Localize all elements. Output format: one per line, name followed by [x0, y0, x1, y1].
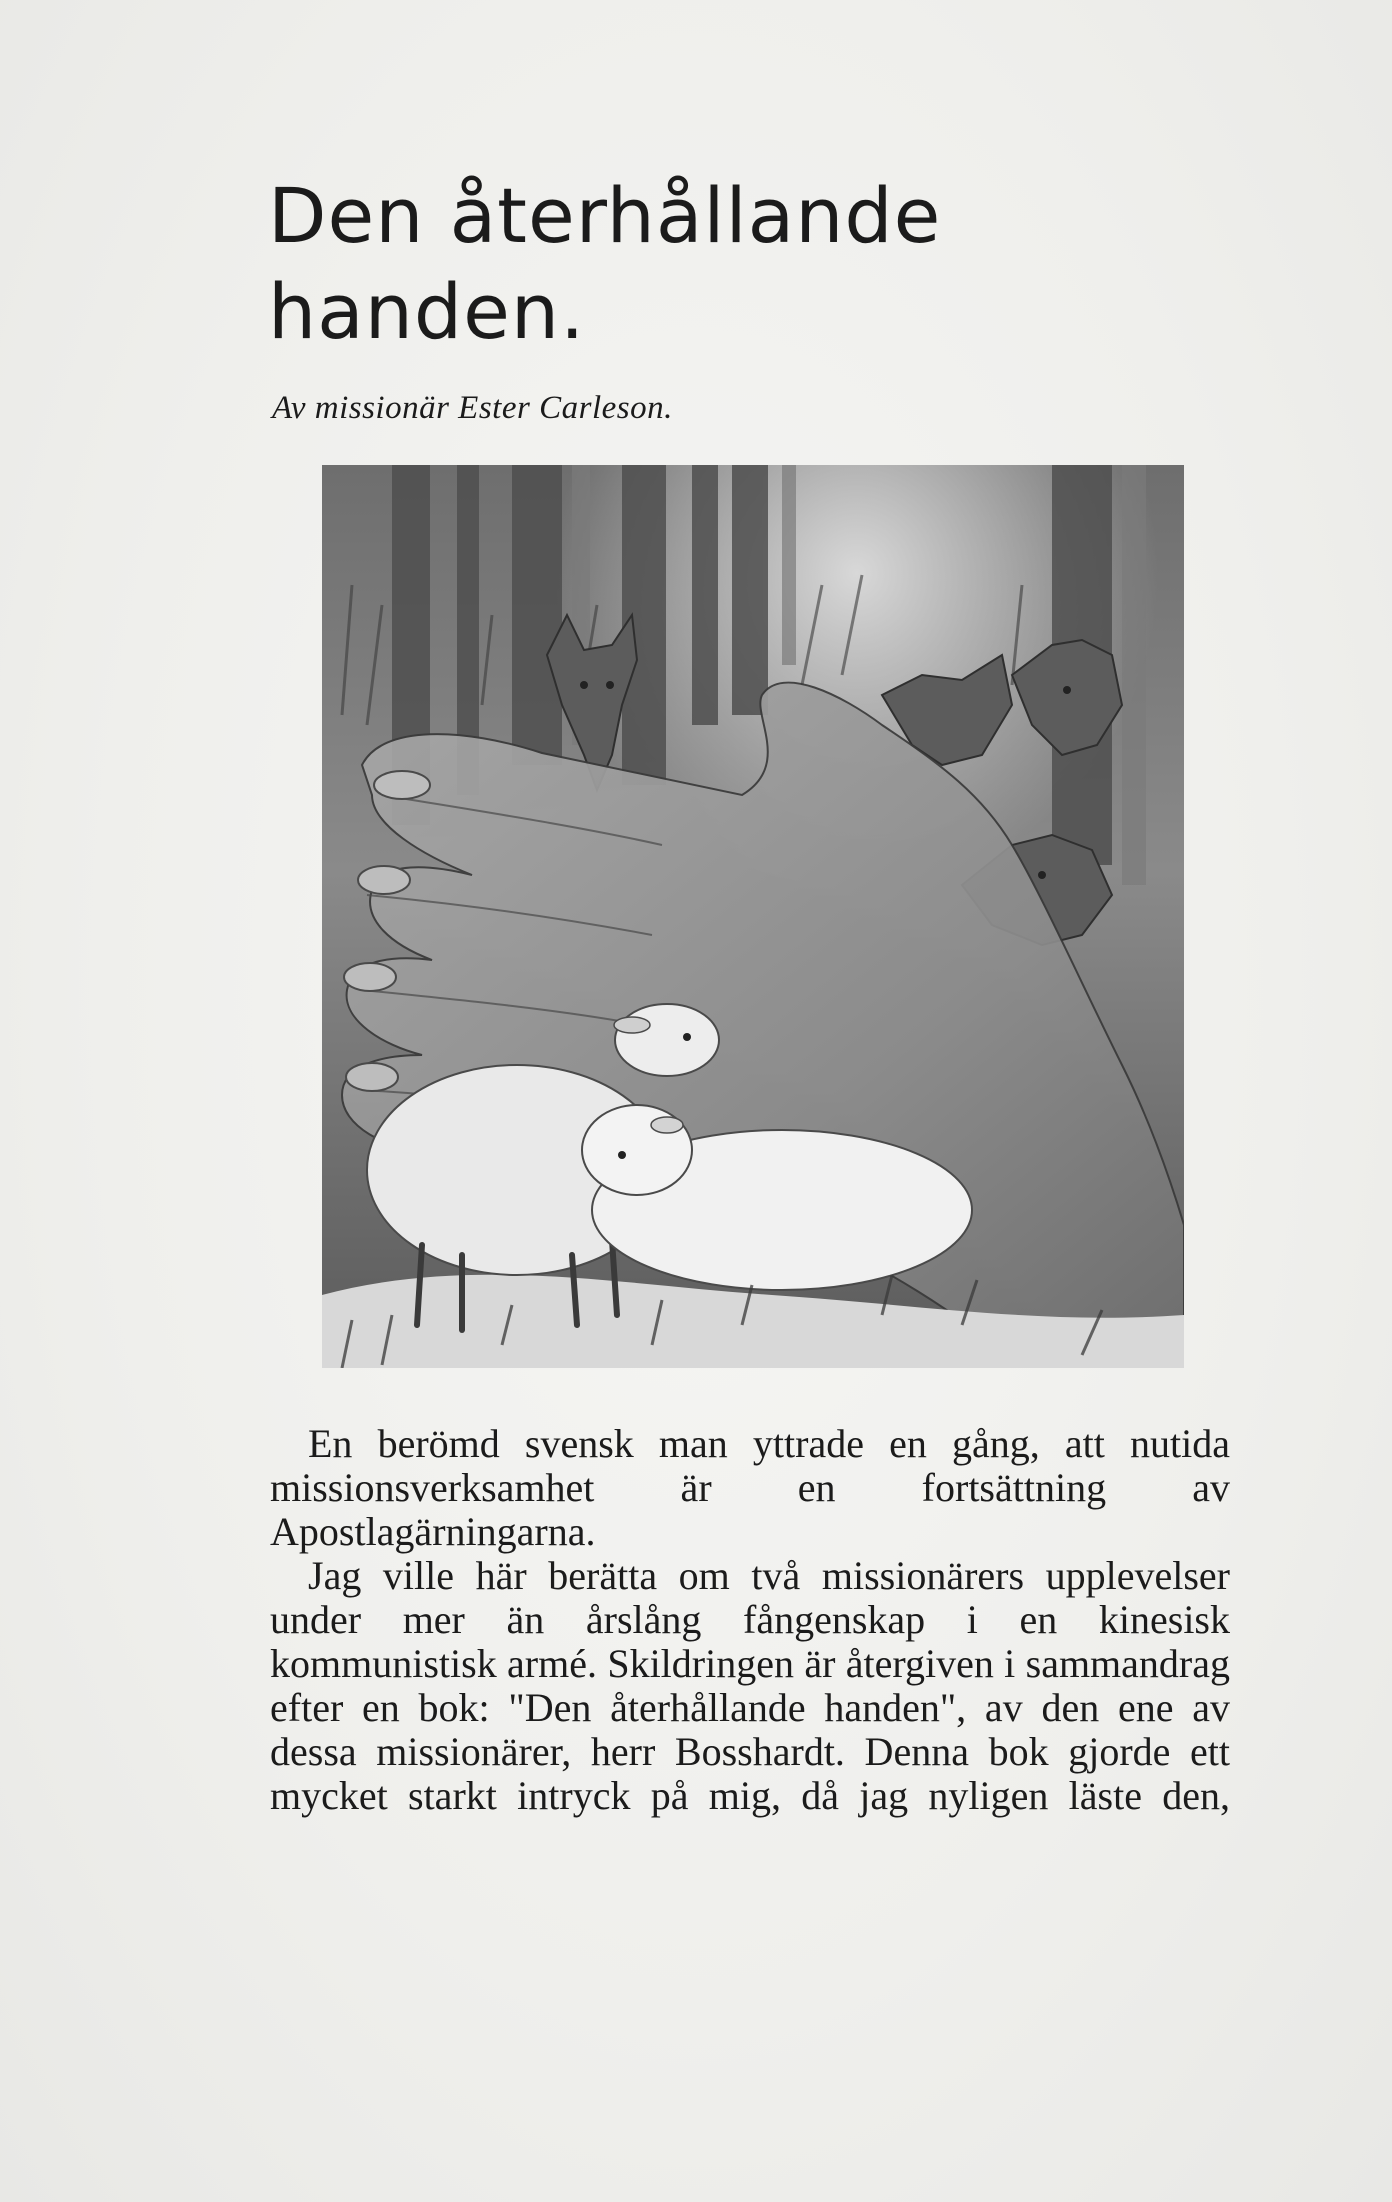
paragraph-1: En berömd svensk man yttrade en gång, att nutida missionsverksamhet är en fortsättning av Apostlagärningarna.	[270, 1421, 1230, 1554]
article-byline: Av missionär Ester Carleson.	[272, 390, 673, 426]
paragraph-2: Jag ville här berätta om två missionärers upplevelser under mer än årslång fångenskap i en kinesisk kommunistisk armé. Skildringen är återgiven i sammandrag efter en bok: "Den återhållande handen", av den ene av dessa missionärer, herr Bosshardt. Denna bok gjorde ett mycket starkt intryck på mig, då jag nyligen läste den,	[270, 1553, 1230, 1818]
hand-sheep-wolves-illustration	[322, 465, 1184, 1368]
article-title: Den återhållande handen.	[268, 171, 942, 356]
article-body	[270, 1422, 1230, 1818]
